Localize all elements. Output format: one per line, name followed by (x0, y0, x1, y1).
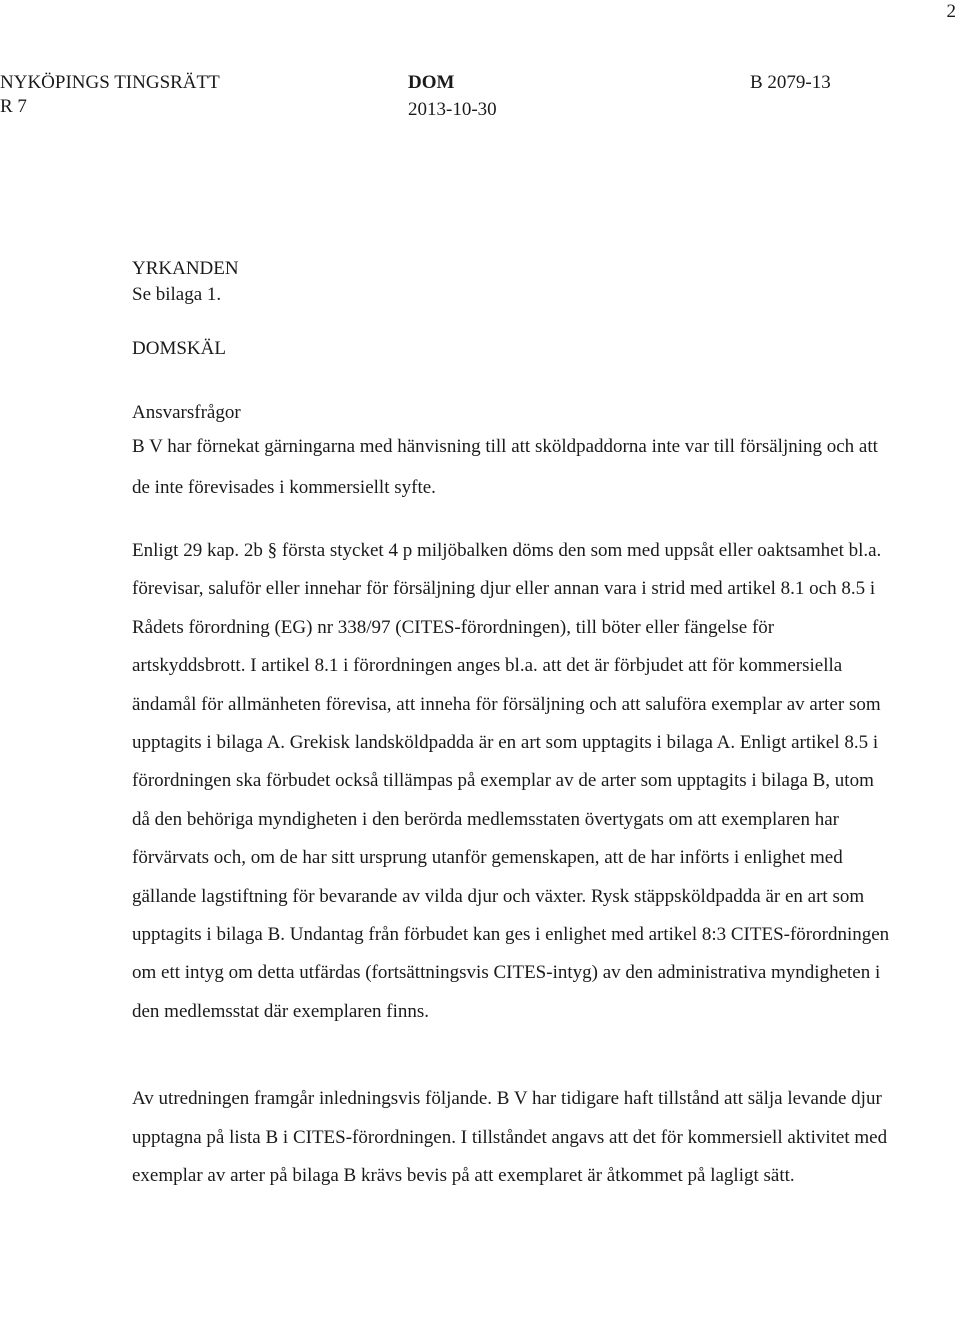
document-date: 2013-10-30 (408, 99, 497, 120)
document-type: DOM (408, 72, 455, 93)
court-name: NYKÖPINGS TINGSRÄTT (0, 72, 220, 93)
paragraph-3: Av utredningen framgår inledningsvis följande. B V har tidigare haft tillstånd att sälja levande djur upptagna på lista B i CITES-förordningen. I tillståndet angavs att det för kommersiell aktivitet med exemplar av arter på bilaga B krävs bevis på att exemplaret är åtkommet på lagligt sätt. (132, 1088, 888, 1187)
document-body (132, 256, 892, 1196)
case-number: B 2079-13 (750, 72, 831, 93)
paragraph-1: B V har förnekat gärningarna med hänvisning till att sköldpaddorna inte var till försäljning och att de inte förevisades i kommersiellt syfte. (132, 436, 878, 498)
court-room: R 7 (0, 96, 27, 117)
heading-domskal: DOMSKÄL (132, 338, 226, 359)
heading-yrkanden: YRKANDEN (132, 258, 239, 279)
heading-ansvarsfragor: Ansvarsfrågor (132, 402, 241, 423)
paragraph-2: Enligt 29 kap. 2b § första stycket 4 p miljöbalken döms den som med uppsåt eller oaktsamhet bl.a. förevisar, saluför eller innehar för försäljning djur eller annan vara i strid med artikel 8.1 och 8.5 i Rådets förordning (EG) nr 338/97 (CITES-förordningen), till böter eller fängelse för artskyddsbrott. I artikel 8.1 i förordningen anges bl.a. att det är förbjudet att för kommersiella ändamål för allmänheten förevisa, att inneha för försäljning och att saluföra exemplar av arter som upptagits i bilaga A. Grekisk landsköldpadda är en art som upptagits i bilaga A. Enligt artikel 8.5 i förordningen ska förbudet också tillämpas på exemplar av de arter som upptagits i bilaga B, utom då den behöriga myndigheten i den berörda medlemsstaten övertygats om att exemplaren har förvärvats och, om de har sitt ursprung utanför gemenskapen, att de har införts i enlighet med gällande lagstiftning för bevarande av vilda djur och växter. Rysk stäppsköldpadda är en art som upptagits i bilaga B. Undantag från förbudet kan ges i enlighet med artikel 8:3 CITES-förordningen om ett intyg om detta utfärdas (fortsättningsvis CITES-intyg) av den administrativa myndigheten i den medlemsstat där exemplaren finns. (132, 540, 890, 1022)
yrkanden-text: Se bilaga 1. (132, 284, 222, 305)
page-number: 2 (946, 1, 956, 22)
